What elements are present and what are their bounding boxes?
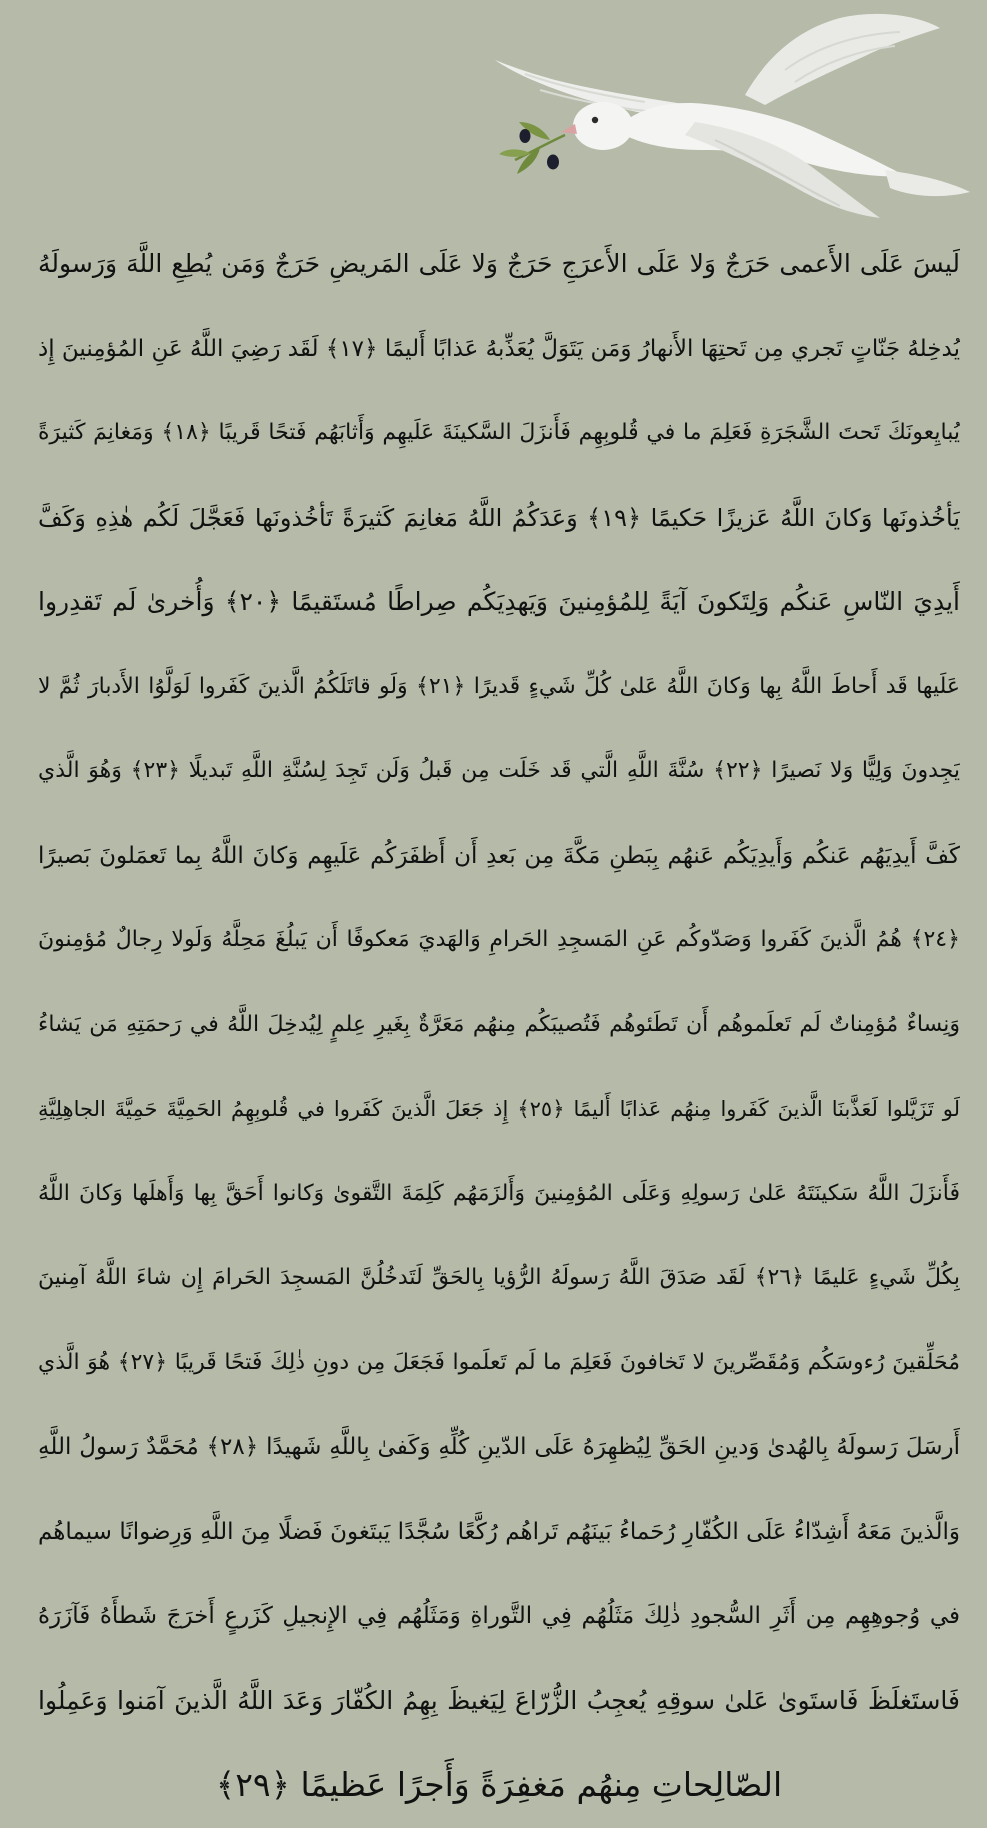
verse-line: في وُجوهِهِم مِن أَثَرِ السُّجودِ ذٰلِكَ مَثَلُهُم فِي التَّوراةِ وَمَثَلُهُم فِي الإِنجيلِ كَزَرعٍ أَخرَجَ شَطأَهُ فَآزَرَهُ bbox=[38, 1603, 960, 1629]
verse-line: فَاستَغلَظَ فَاستَوىٰ عَلىٰ سوقِهِ يُعجِبُ الزُّرّاعَ لِيَغيظَ بِهِمُ الكُفّارَ وَعَدَ اللَّهُ الَّذينَ آمَنوا وَعَمِلُوا bbox=[38, 1685, 960, 1715]
verse-line: عَلَيها قَد أَحاطَ اللَّهُ بِها وَكانَ اللَّهُ عَلىٰ كُلِّ شَيءٍ قَديرًا ﴿٢١﴾ وَلَو قاتَلَكُمُ الَّذينَ كَفَروا لَوَلَّوُا الأَدبارَ ثُمَّ لا bbox=[38, 673, 960, 699]
verse-line: بِكُلِّ شَيءٍ عَليمًا ﴿٢٦﴾ لَقَد صَدَقَ اللَّهُ رَسولَهُ الرُّؤيا بِالحَقِّ لَتَدخُلُنَّ المَسجِدَ الحَرامَ إِن شاءَ اللَّهُ آمِنينَ bbox=[38, 1265, 960, 1290]
verse-line: فَأَنزَلَ اللَّهُ سَكينَتَهُ عَلىٰ رَسولِهِ وَعَلَى المُؤمِنينَ وَأَلزَمَهُم كَلِمَةَ التَّقوىٰ وَكانوا أَحَقَّ بِها وَأَهلَها وَكانَ اللَّهُ bbox=[38, 1180, 960, 1206]
dove-with-olive-branch-icon bbox=[495, 0, 975, 220]
verse-line: لَيسَ عَلَى الأَعمى حَرَجٌ وَلا عَلَى الأَعرَجِ حَرَجٌ وَلا عَلَى المَريضِ حَرَجٌ وَمَن يُطِعِ اللَّهَ وَرَسولَهُ bbox=[38, 249, 960, 278]
verse-line: الصّالِحاتِ مِنهُم مَغفِرَةً وَأَجرًا عَظيمًا ﴿٢٩﴾ bbox=[215, 1765, 783, 1804]
verse-line: وَنِساءٌ مُؤمِناتٌ لَم تَعلَموهُم أَن تَطَئوهُم فَتُصيبَكُم مِنهُم مَعَرَّةٌ بِغَيرِ عِلمٍ لِيُدخِلَ اللَّهُ في رَحمَتِهِ مَن يَشاءُ bbox=[38, 1011, 960, 1037]
verse-line: أَيدِيَ النّاسِ عَنكُم وَلِتَكونَ آيَةً لِلمُؤمِنينَ وَيَهدِيَكُم صِراطًا مُستَقيمًا ﴿٢٠﴾ وَأُخرىٰ لَم تَقدِروا bbox=[38, 587, 960, 616]
verse-line: يُدخِلهُ جَنّاتٍ تَجري مِن تَحتِهَا الأَنهارُ وَمَن يَتَوَلَّ يُعَذِّبهُ عَذابًا أَليمًا ﴿١٧﴾ لَقَد رَضِيَ اللَّهُ عَنِ المُؤمِنينَ إِذ bbox=[38, 335, 960, 362]
verse-line: يُبايِعونَكَ تَحتَ الشَّجَرَةِ فَعَلِمَ ما في قُلوبِهِم فَأَنزَلَ السَّكينَةَ عَلَيهِم وَأَثابَهُم فَتحًا قَريبًا ﴿١٨﴾ وَمَغانِمَ كَثيرَةً bbox=[38, 420, 960, 445]
verse-line: كَفَّ أَيدِيَهُم عَنكُم وَأَيدِيَكُم عَنهُم بِبَطنِ مَكَّةَ مِن بَعدِ أَن أَظفَرَكُم عَلَيهِم وَكانَ اللَّهُ بِما تَعمَلونَ بَصيرًا bbox=[38, 842, 960, 869]
verse-line: لَو تَزَيَّلوا لَعَذَّبنَا الَّذينَ كَفَروا مِنهُم عَذابًا أَليمًا ﴿٢٥﴾ إِذ جَعَلَ الَّذينَ كَفَروا في قُلوبِهِمُ الحَمِيَّةَ حَمِيَّةَ الجاهِلِيَّةِ bbox=[38, 1097, 960, 1121]
verse-line: ﴿٢٤﴾ هُمُ الَّذينَ كَفَروا وَصَدّوكُم عَنِ المَسجِدِ الحَرامِ وَالهَديَ مَعكوفًا أَن يَبلُغَ مَحِلَّهُ وَلَولا رِجالٌ مُؤمِنونَ bbox=[38, 927, 960, 952]
verses-text bbox=[38, 222, 960, 1828]
verse-line: يَأخُذونَها وَكانَ اللَّهُ عَزيزًا حَكيمًا ﴿١٩﴾ وَعَدَكُمُ اللَّهُ مَغانِمَ كَثيرَةً تَأخُذونَها فَعَجَّلَ لَكُم هٰذِهِ وَكَفَّ bbox=[38, 503, 960, 532]
verse-line: وَالَّذينَ مَعَهُ أَشِدّاءُ عَلَى الكُفّارِ رُحَماءُ بَينَهُم تَراهُم رُكَّعًا سُجَّدًا يَبتَغونَ فَضلًا مِنَ اللَّهِ وَرِضوانًا سيماهُم bbox=[38, 1518, 960, 1545]
verse-line: مُحَلِّقينَ رُءوسَكُم وَمُقَصِّرينَ لا تَخافونَ فَعَلِمَ ما لَم تَعلَموا فَجَعَلَ مِن دونِ ذٰلِكَ فَتحًا قَريبًا ﴿٢٧﴾ هُوَ الَّذي bbox=[38, 1349, 960, 1375]
verse-line: يَجِدونَ وَلِيًّا وَلا نَصيرًا ﴿٢٢﴾ سُنَّةَ اللَّهِ الَّتي قَد خَلَت مِن قَبلُ وَلَن تَجِدَ لِسُنَّةِ اللَّهِ تَبديلًا ﴿٢٣﴾ وَهُوَ الَّذي bbox=[38, 758, 960, 783]
verse-line: أَرسَلَ رَسولَهُ بِالهُدىٰ وَدينِ الحَقِّ لِيُظهِرَهُ عَلَى الدّينِ كُلِّهِ وَكَفىٰ بِاللَّهِ شَهيدًا ﴿٢٨﴾ مُحَمَّدٌ رَسولُ اللَّهِ bbox=[38, 1434, 960, 1460]
